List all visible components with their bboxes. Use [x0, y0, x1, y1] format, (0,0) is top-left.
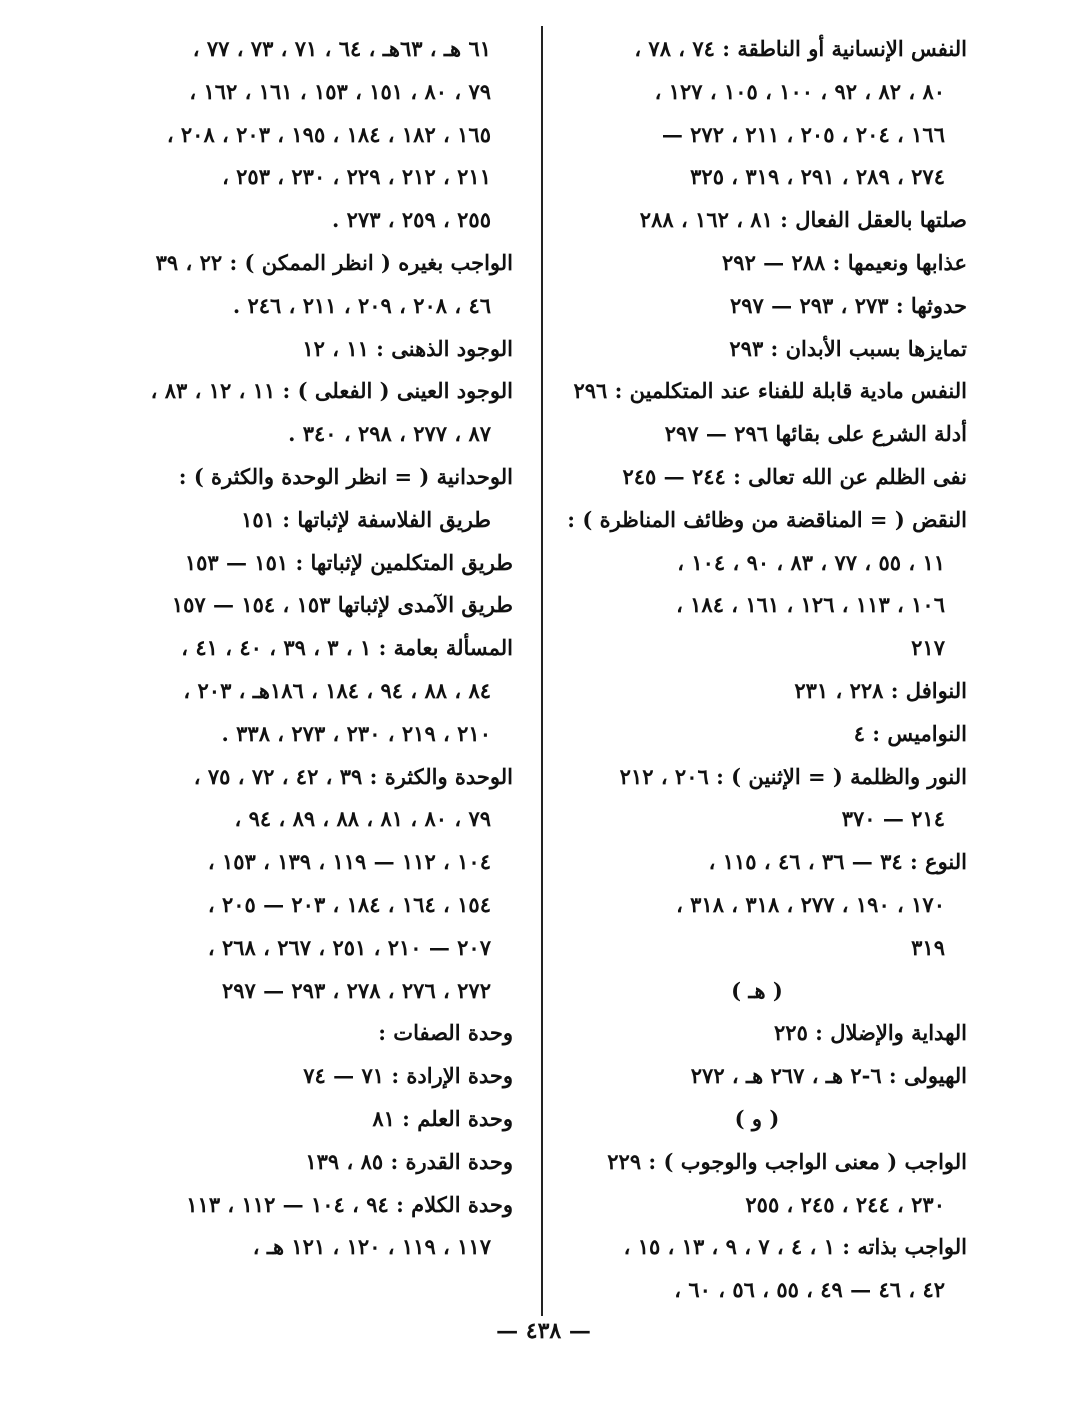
index-line: ٤٦ ، ٢٠٨ ، ٢٠٩ ، ٢١١ ، ٢٤٦ .	[232, 292, 491, 318]
index-line: ٢٠٧ — ٢١٠ ، ٢٥١ ، ٢٦٧ ، ٢٦٨ ،	[207, 934, 491, 960]
index-line: النواميس : ٤	[853, 720, 967, 746]
index-line: ١٦٥ ، ١٨٢ ، ١٨٤ ، ١٩٥ ، ٢٠٣ ، ٢٠٨ ،	[166, 121, 491, 147]
index-line: ٣١٩	[911, 934, 945, 960]
index-line: طريق المتكلمين لإثباتها : ١٥١ — ١٥٣	[184, 549, 513, 575]
index-line: ١٠٦ ، ١١٣ ، ١٢٦ ، ١٦١ ، ١٨٤ ،	[676, 592, 945, 618]
index-line: أدلة الشرع على بقائها ٢٩٦ — ٢٩٧	[664, 421, 967, 447]
index-line: ٤٢ ، ٤٦ — ٤٩ ، ٥٥ ، ٥٦ ، ٦٠ ،	[674, 1277, 945, 1303]
index-line: ٨٠ ، ٨٢ ، ٩٢ ، ١٠٠ ، ١٠٥ ، ١٢٧ ،	[654, 78, 945, 104]
index-line: الوجود العينى ( الفعلى ) : ١١ ، ١٢ ، ٨٣ ،	[150, 378, 513, 404]
index-line: تمايزها بسبب الأبدان : ٢٩٣	[729, 335, 967, 361]
index-line: طريق الفلاسفة لإثباتها : ١٥١	[241, 506, 491, 532]
index-line: وحدة الصفات :	[378, 1020, 513, 1046]
index-line: ٢٣٠ ، ٢٤٤ ، ٢٤٥ ، ٢٥٥	[745, 1191, 945, 1217]
index-line: وحدة العلم : ٨١	[372, 1105, 513, 1131]
index-line: نفى الظلم عن الله تعالى : ٢٤٤ — ٢٤٥	[622, 463, 967, 489]
index-line: وحدة الإرادة : ٧١ — ٧٤	[303, 1063, 513, 1089]
index-line: طريق الآمدى لإثباتها ١٥٣ ، ١٥٤ — ١٥٧	[171, 592, 513, 618]
index-line: الواجب ( معنى الواجب والوجوب ) : ٢٢٩	[607, 1148, 967, 1174]
index-line: حدوثها : ٢٧٣ ، ٢٩٣ — ٢٩٧	[729, 292, 967, 318]
index-line: الهداية والإضلال : ٢٢٥	[774, 1020, 967, 1046]
index-line: النفس الإنسانية أو الناطقة : ٧٤ ، ٧٨ ،	[634, 36, 967, 61]
index-line: ٢١٠ ، ٢١٩ ، ٢٣٠ ، ٢٧٣ ، ٣٣٨ .	[221, 720, 491, 746]
index-line: الواجب بذاته : ١ ، ٤ ، ٧ ، ٩ ، ١٣ ، ١٥ ،	[623, 1234, 967, 1260]
index-line: ٢١١ ، ٢١٢ ، ٢٢٩ ، ٢٣٠ ، ٢٥٣ ،	[222, 164, 491, 190]
index-line: صلتها بالعقل الفعال : ٨١ ، ١٦٢ ، ٢٨٨	[639, 207, 967, 233]
index-line: ٧٩ ، ٨٠ ، ١٥١ ، ١٥٣ ، ١٦١ ، ١٦٢ ،	[189, 78, 491, 104]
index-line: الهيولى : ٦-٢ هـ ، ٢٦٧ هـ ، ٢٧٢	[690, 1063, 967, 1089]
index-line: الوجود الذهنى : ١١ ، ١٢	[302, 335, 513, 361]
index-line: ١١ ، ٥٥ ، ٧٧ ، ٨٣ ، ٩٠ ، ١٠٤ ،	[677, 549, 945, 575]
index-line: وحدة القدرة : ٨٥ ، ١٣٩	[305, 1148, 513, 1174]
index-line: ١٦٦ ، ٢٠٤ ، ٢٠٥ ، ٢١١ ، ٢٧٢ —	[661, 121, 945, 147]
index-line: ٢٧٤ ، ٢٨٩ ، ٢٩١ ، ٣١٩ ، ٣٢٥	[690, 164, 945, 190]
index-line: ١٧٠ ، ١٩٠ ، ٢٧٧ ، ٣١٨ ، ٣١٨ ،	[676, 891, 945, 917]
index-line: وحدة الكلام : ٩٤ ، ١٠٤ — ١١٢ ، ١١٣	[186, 1191, 513, 1217]
index-line: النفس مادية قابلة للفناء عند المتكلمين : ٢٩٦	[573, 378, 967, 404]
index-line: عذابها ونعيمها : ٢٨٨ — ٢٩٢	[722, 249, 967, 275]
column-divider	[541, 26, 543, 1316]
index-line: ( هـ )	[731, 977, 783, 1003]
index-line: ١١٧ ، ١١٩ ، ١٢٠ ، ١٢١ هـ ،	[252, 1234, 491, 1260]
index-line: ٧٩ ، ٨٠ ، ٨١ ، ٨٨ ، ٨٩ ، ٩٤ ،	[234, 806, 491, 832]
index-line: النقض ( = المناقضة من وظائف المناظرة ) :	[567, 506, 967, 532]
index-line: ٦١ هـ ، ٦٣هـ ، ٦٤ ، ٧١ ، ٧٣ ، ٧٧ ،	[192, 36, 491, 61]
index-line: ٢٧٢ ، ٢٧٦ ، ٢٧٨ ، ٢٩٣ — ٢٩٧	[221, 977, 491, 1003]
index-column-right	[547, 28, 967, 1312]
index-line: الواجب بغيره ( انظر الممكن ) : ٢٢ ، ٣٩	[155, 249, 513, 275]
index-line: ٢٥٥ ، ٢٥٩ ، ٢٧٣ .	[332, 207, 491, 233]
index-line: ١٠٤ ، ١١٢ — ١١٩ ، ١٣٩ ، ١٥٣ ،	[207, 849, 491, 875]
index-line: الوحدة والكثرة : ٣٩ ، ٤٢ ، ٧٢ ، ٧٥ ،	[193, 763, 513, 789]
index-line: ١٥٤ ، ١٦٤ ، ١٨٤ ، ٢٠٣ — ٢٠٥ ،	[207, 891, 491, 917]
index-line: النوافل : ٢٢٨ ، ٢٣١	[794, 677, 967, 703]
index-line: ٨٧ ، ٢٧٧ ، ٢٩٨ ، ٣٤٠ .	[288, 421, 491, 447]
index-line: الوحدانية ( = انظر الوحدة والكثرة ) :	[178, 463, 513, 489]
index-line: المسألة بعامة : ١ ، ٣ ، ٣٩ ، ٤٠ ، ٤١ ،	[181, 635, 513, 661]
index-column-left	[113, 28, 513, 1269]
index-line: ٢١٤ — ٣٧٠	[841, 806, 945, 832]
page-number: — ٤٣٨ —	[496, 1318, 591, 1344]
index-line: ( و )	[734, 1105, 780, 1131]
index-line: النور والظلمة ( = الإثنين ) : ٢٠٦ ، ٢١٢	[619, 763, 967, 789]
index-line: ٨٤ ، ٨٨ ، ٩٤ ، ١٨٤ ، ١٨٦هـ ، ٢٠٣ ،	[183, 677, 491, 703]
index-line: النوع : ٣٤ — ٣٦ ، ٤٦ ، ١١٥ ،	[708, 849, 967, 875]
index-line: ٢١٧	[911, 635, 945, 661]
